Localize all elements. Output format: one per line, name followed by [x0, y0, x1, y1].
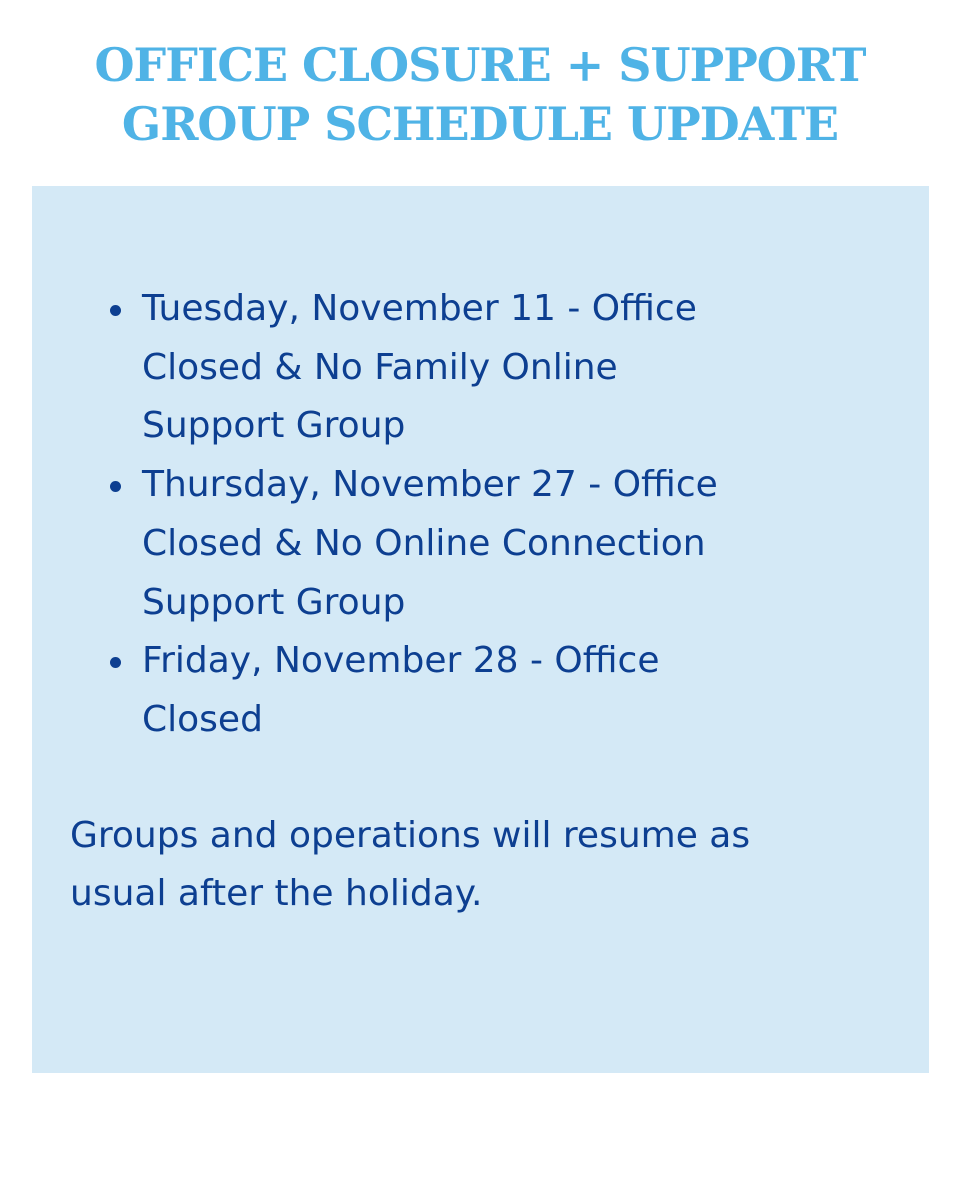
closing-note-line-1: Groups and operations will resume as	[70, 815, 751, 856]
closing-note-line-2: usual after the holiday.	[70, 873, 483, 914]
bullet-icon	[110, 657, 121, 668]
schedule-item-nov-27	[110, 456, 840, 632]
schedule-item-line: Tuesday, November 11 - Office	[142, 288, 697, 329]
page-title-line-1: OFFICE CLOSURE + SUPPORT	[94, 38, 866, 92]
schedule-item-line: Closed & No Family Online	[142, 346, 618, 388]
schedule-list	[110, 280, 840, 750]
bullet-icon	[110, 481, 121, 492]
schedule-item-line: Friday, November 28 - Office	[142, 640, 660, 682]
schedule-item-nov-11	[110, 280, 840, 456]
schedule-item-nov-28	[110, 632, 840, 749]
schedule-item-line: Closed	[142, 698, 263, 740]
page-title-line-2: GROUP SCHEDULE UPDATE	[121, 97, 839, 151]
schedule-item-line: Support Group	[142, 581, 406, 623]
page-title	[0, 36, 960, 154]
schedule-item-line: Support Group	[142, 405, 406, 447]
bullet-icon	[110, 305, 121, 316]
schedule-item-line: Thursday, November 27 - Office	[142, 464, 718, 506]
schedule-item-line: Closed & No Online Connection	[142, 522, 706, 564]
closing-note	[70, 807, 910, 923]
